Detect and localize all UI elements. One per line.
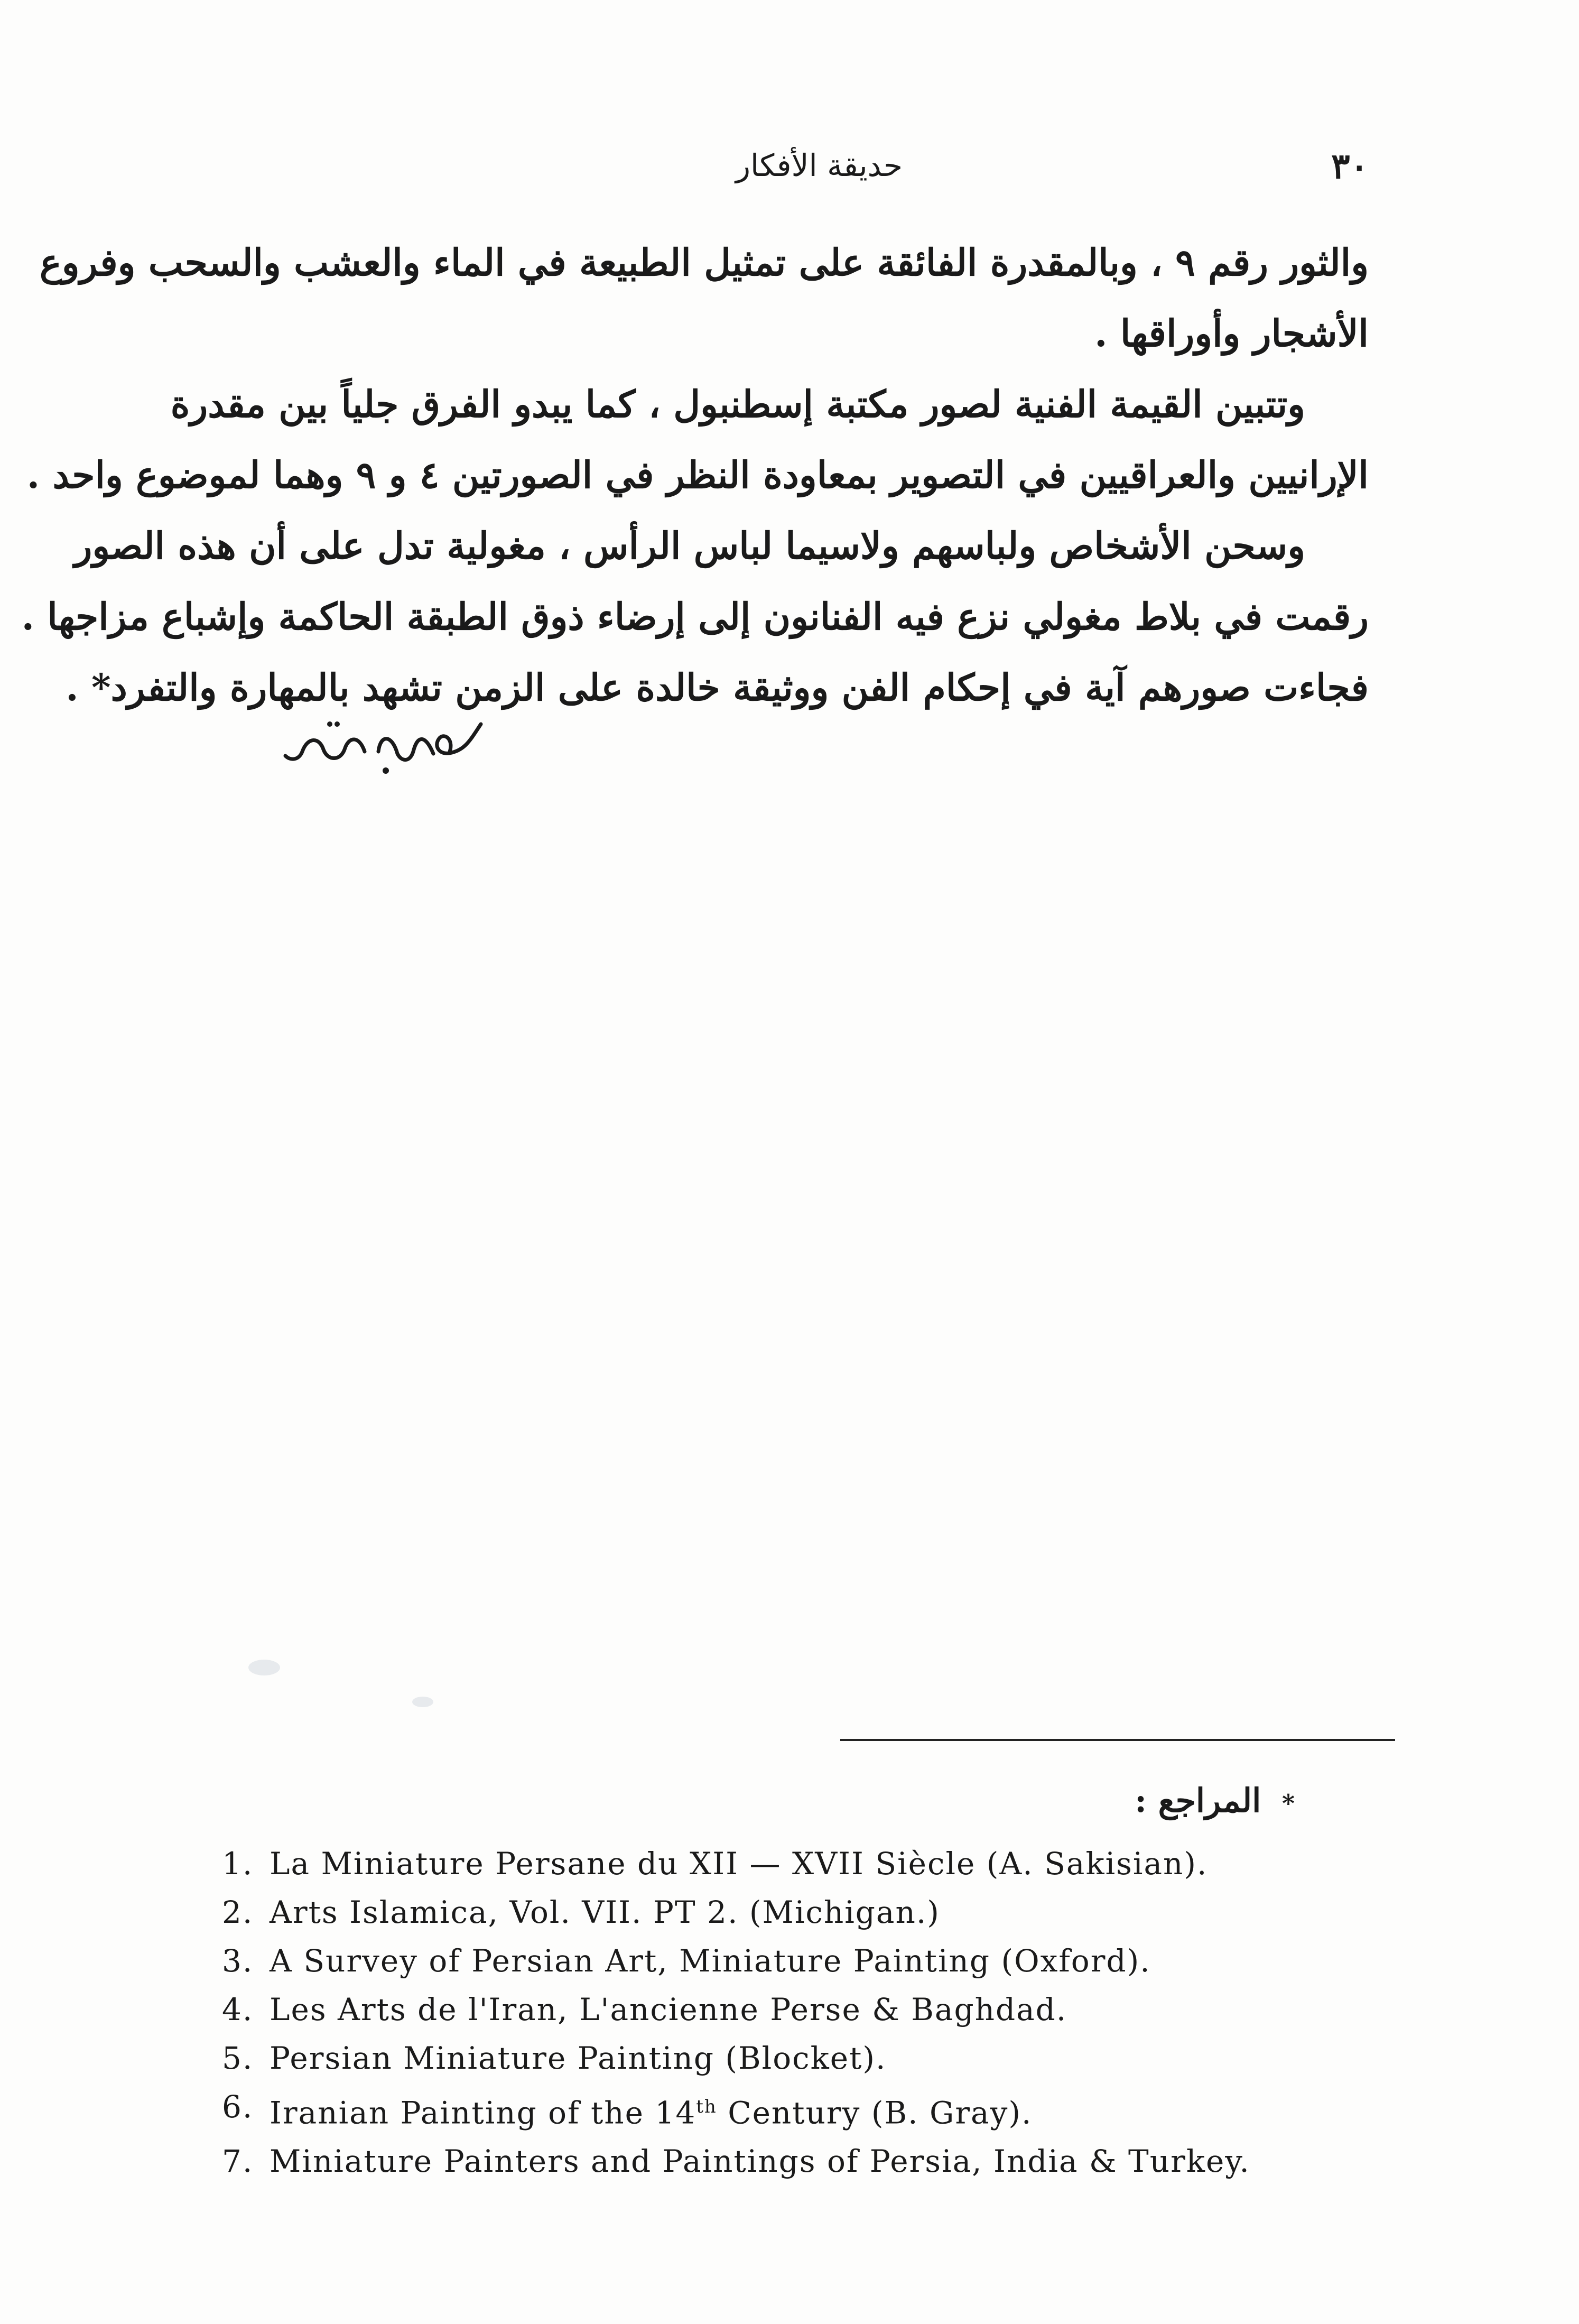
- reference-text: Persian Miniature Painting (Blocket).: [270, 2040, 887, 2076]
- author-signature: [275, 703, 497, 782]
- ordinal-superscript: th: [696, 2096, 717, 2117]
- reference-text-part: Century (B. Gray).: [717, 2095, 1033, 2131]
- body-line: الإرانيين والعراقيين في التصوير بمعاودة النظر في الصورتين ٤ و ٩ وهما لموضوع واحد .: [26, 453, 1369, 497]
- book-title: حديقة الأفكار: [736, 147, 903, 183]
- handwritten-signature-icon: [275, 703, 497, 782]
- list-item: [222, 1839, 1416, 1888]
- reference-text: A Survey of Persian Art, Miniature Painting (Oxford).: [270, 1943, 1151, 1979]
- reference-text: Arts Islamica, Vol. VII. PT 2. (Michigan.): [270, 1894, 940, 1930]
- reference-text: Les Arts de l'Iran, L'ancienne Perse & Baghdad.: [270, 1992, 1067, 2027]
- list-item: [222, 2034, 1416, 2082]
- reference-number: 7.: [222, 2143, 254, 2180]
- article-body: [21, 227, 1369, 723]
- asterisk-mark: *: [1281, 1789, 1295, 1818]
- reference-number: 3.: [222, 1943, 254, 1979]
- references-heading: [1094, 1781, 1295, 1820]
- list-item: [222, 1985, 1416, 2034]
- reference-number: 5.: [222, 2040, 254, 2076]
- body-line: رقمت في بلاط مغولي نزع فيه الفنانون إلى إرضاء ذوق الطبقة الحاكمة وإشباع مزاجها .: [21, 595, 1369, 638]
- scan-smudge: [412, 1697, 433, 1707]
- body-line: فجاءت صورهم آية في إحكام الفن ووثيقة خالدة على الزمن تشهد بالمهارة والتفرد* .: [66, 665, 1369, 709]
- reference-text: La Miniature Persane du XII — XVII Siècle (A. Sakisian).: [270, 1846, 1208, 1882]
- references-list: [222, 1839, 1416, 2186]
- reference-text: Miniature Painters and Paintings of Persia, India & Turkey.: [270, 2143, 1250, 2180]
- scan-smudge: [248, 1660, 280, 1675]
- footnote-divider: [840, 1739, 1395, 1741]
- list-item: [222, 1888, 1416, 1937]
- reference-number: 1.: [222, 1846, 254, 1882]
- reference-number: 6.: [222, 2089, 254, 2125]
- running-head: [211, 145, 1369, 193]
- page-number: ٣٠: [1331, 145, 1369, 187]
- body-line: وسحن الأشخاص ولباسهم ولاسيما لباس الرأس ، مغولية تدل على أن هذه الصور: [74, 524, 1305, 568]
- list-item: [222, 2082, 1416, 2137]
- reference-number: 2.: [222, 1894, 254, 1930]
- body-line: وتتبين القيمة الفنية لصور مكتبة إسطنبول ، كما يبدو الفرق جلياً بين مقدرة: [170, 382, 1305, 426]
- reference-text-part: Iranian Painting of the 14: [270, 2095, 696, 2131]
- list-item: [222, 1937, 1416, 1985]
- reference-text: [270, 2082, 1032, 2137]
- references-title: المراجع :: [1135, 1781, 1261, 1820]
- body-line: الأشجار وأوراقها .: [1094, 311, 1369, 355]
- reference-number: 4.: [222, 1992, 254, 2027]
- list-item: [222, 2137, 1416, 2186]
- body-line: والثور رقم ٩ ، وبالمقدرة الفائقة على تمثيل الطبيعة في الماء والعشب والسحب وفروع: [40, 240, 1369, 284]
